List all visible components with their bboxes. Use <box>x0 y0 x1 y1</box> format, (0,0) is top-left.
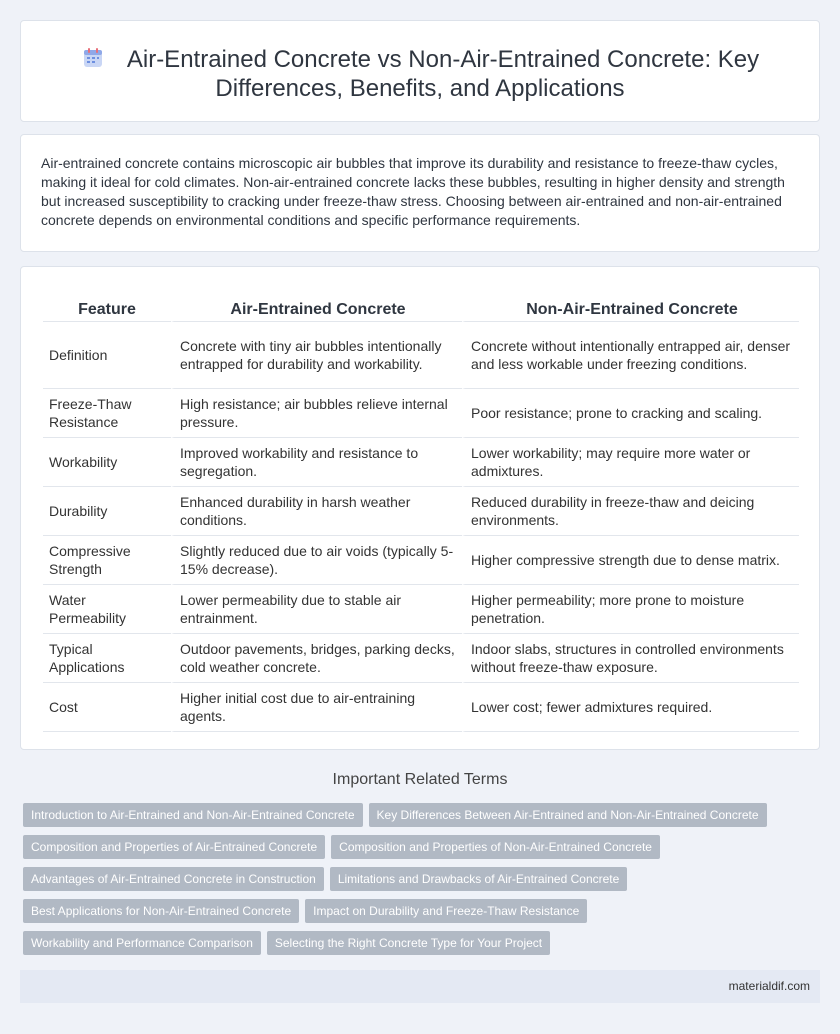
calendar-icon <box>81 46 105 70</box>
air-entrained-cell: Slightly reduced due to air voids (typically 5-15% decrease). <box>171 536 462 585</box>
page-title-text: Air-Entrained Concrete vs Non-Air-Entrained Concrete: Key Differences, Benefits, and Applications <box>126 46 760 102</box>
page-title <box>61 45 779 103</box>
related-term-tag[interactable]: Composition and Properties of Air-Entrained Concrete <box>23 835 325 859</box>
site-link[interactable]: materialdif.com <box>728 979 810 993</box>
non-air-entrained-cell: Higher compressive strength due to dense matrix. <box>462 536 799 585</box>
intro-card <box>20 134 820 252</box>
related-term-tag[interactable]: Best Applications for Non-Air-Entrained Concrete <box>23 899 299 923</box>
feature-cell: Typical Applications <box>43 634 171 683</box>
intro-paragraph: Air-entrained concrete contains microscopic air bubbles that improve its durability and resistance to freeze-thaw cycles, making it ideal for cold climates. Non-air-entrained concrete lacks these bubbles, resulting in higher density and strength but increased susceptibility to cracking under freeze-thaw stress. Choosing between air-entrained and non-air-entrained concrete depends on environmental conditions and specific performance requirements. <box>41 155 785 228</box>
feature-cell: Cost <box>43 683 171 732</box>
air-entrained-cell: Concrete with tiny air bubbles intentionally entrapped for durability and workability. <box>171 322 462 389</box>
footer <box>20 970 820 1003</box>
table-row <box>43 634 799 683</box>
related-term-tag[interactable]: Introduction to Air-Entrained and Non-Air-Entrained Concrete <box>23 803 363 827</box>
table-row <box>43 585 799 634</box>
related-term-tag[interactable]: Workability and Performance Comparison <box>23 931 261 955</box>
feature-cell: Water Permeability <box>43 585 171 634</box>
related-term-tag[interactable]: Advantages of Air-Entrained Concrete in Construction <box>23 867 324 891</box>
non-air-entrained-cell: Poor resistance; prone to cracking and scaling. <box>462 389 799 438</box>
related-terms-list <box>23 803 823 963</box>
related-term-tag[interactable]: Key Differences Between Air-Entrained and Non-Air-Entrained Concrete <box>369 803 767 827</box>
feature-cell: Compressive Strength <box>43 536 171 585</box>
comparison-card <box>20 266 820 750</box>
comparison-table <box>43 295 799 732</box>
table-row <box>43 536 799 585</box>
header-air-entrained: Air-Entrained Concrete <box>171 295 462 322</box>
air-entrained-cell: Enhanced durability in harsh weather conditions. <box>171 487 462 536</box>
table-row <box>43 322 799 389</box>
table-row <box>43 389 799 438</box>
air-entrained-cell: Improved workability and resistance to segregation. <box>171 438 462 487</box>
related-terms-title: Important Related Terms <box>332 771 508 788</box>
non-air-entrained-cell: Lower cost; fewer admixtures required. <box>462 683 799 732</box>
related-term-tag[interactable]: Limitations and Drawbacks of Air-Entrained Concrete <box>330 867 627 891</box>
feature-cell: Durability <box>43 487 171 536</box>
title-card <box>20 20 820 122</box>
air-entrained-cell: Lower permeability due to stable air entrainment. <box>171 585 462 634</box>
non-air-entrained-cell: Concrete without intentionally entrapped air, denser and less workable under freezing conditions. <box>462 322 799 389</box>
non-air-entrained-cell: Higher permeability; more prone to moisture penetration. <box>462 585 799 634</box>
table-header-row <box>43 295 799 322</box>
related-term-tag[interactable]: Selecting the Right Concrete Type for Your Project <box>267 931 550 955</box>
related-term-tag[interactable]: Composition and Properties of Non-Air-Entrained Concrete <box>331 835 660 859</box>
non-air-entrained-cell: Indoor slabs, structures in controlled environments without freeze-thaw exposure. <box>462 634 799 683</box>
tag-row <box>23 835 823 859</box>
air-entrained-cell: High resistance; air bubbles relieve internal pressure. <box>171 389 462 438</box>
table-row <box>43 487 799 536</box>
header-non-air-entrained: Non-Air-Entrained Concrete <box>462 295 799 322</box>
feature-cell: Definition <box>43 322 171 389</box>
air-entrained-cell: Higher initial cost due to air-entraining agents. <box>171 683 462 732</box>
air-entrained-cell: Outdoor pavements, bridges, parking decks, cold weather concrete. <box>171 634 462 683</box>
feature-cell: Workability <box>43 438 171 487</box>
header-feature: Feature <box>43 295 171 322</box>
non-air-entrained-cell: Reduced durability in freeze-thaw and deicing environments. <box>462 487 799 536</box>
table-row <box>43 683 799 732</box>
feature-cell: Freeze-Thaw Resistance <box>43 389 171 438</box>
non-air-entrained-cell: Lower workability; may require more water or admixtures. <box>462 438 799 487</box>
tag-row <box>23 867 823 891</box>
tag-row <box>23 803 823 827</box>
related-term-tag[interactable]: Impact on Durability and Freeze-Thaw Resistance <box>305 899 587 923</box>
table-row <box>43 438 799 487</box>
tag-row <box>23 931 823 955</box>
tag-row <box>23 899 823 923</box>
